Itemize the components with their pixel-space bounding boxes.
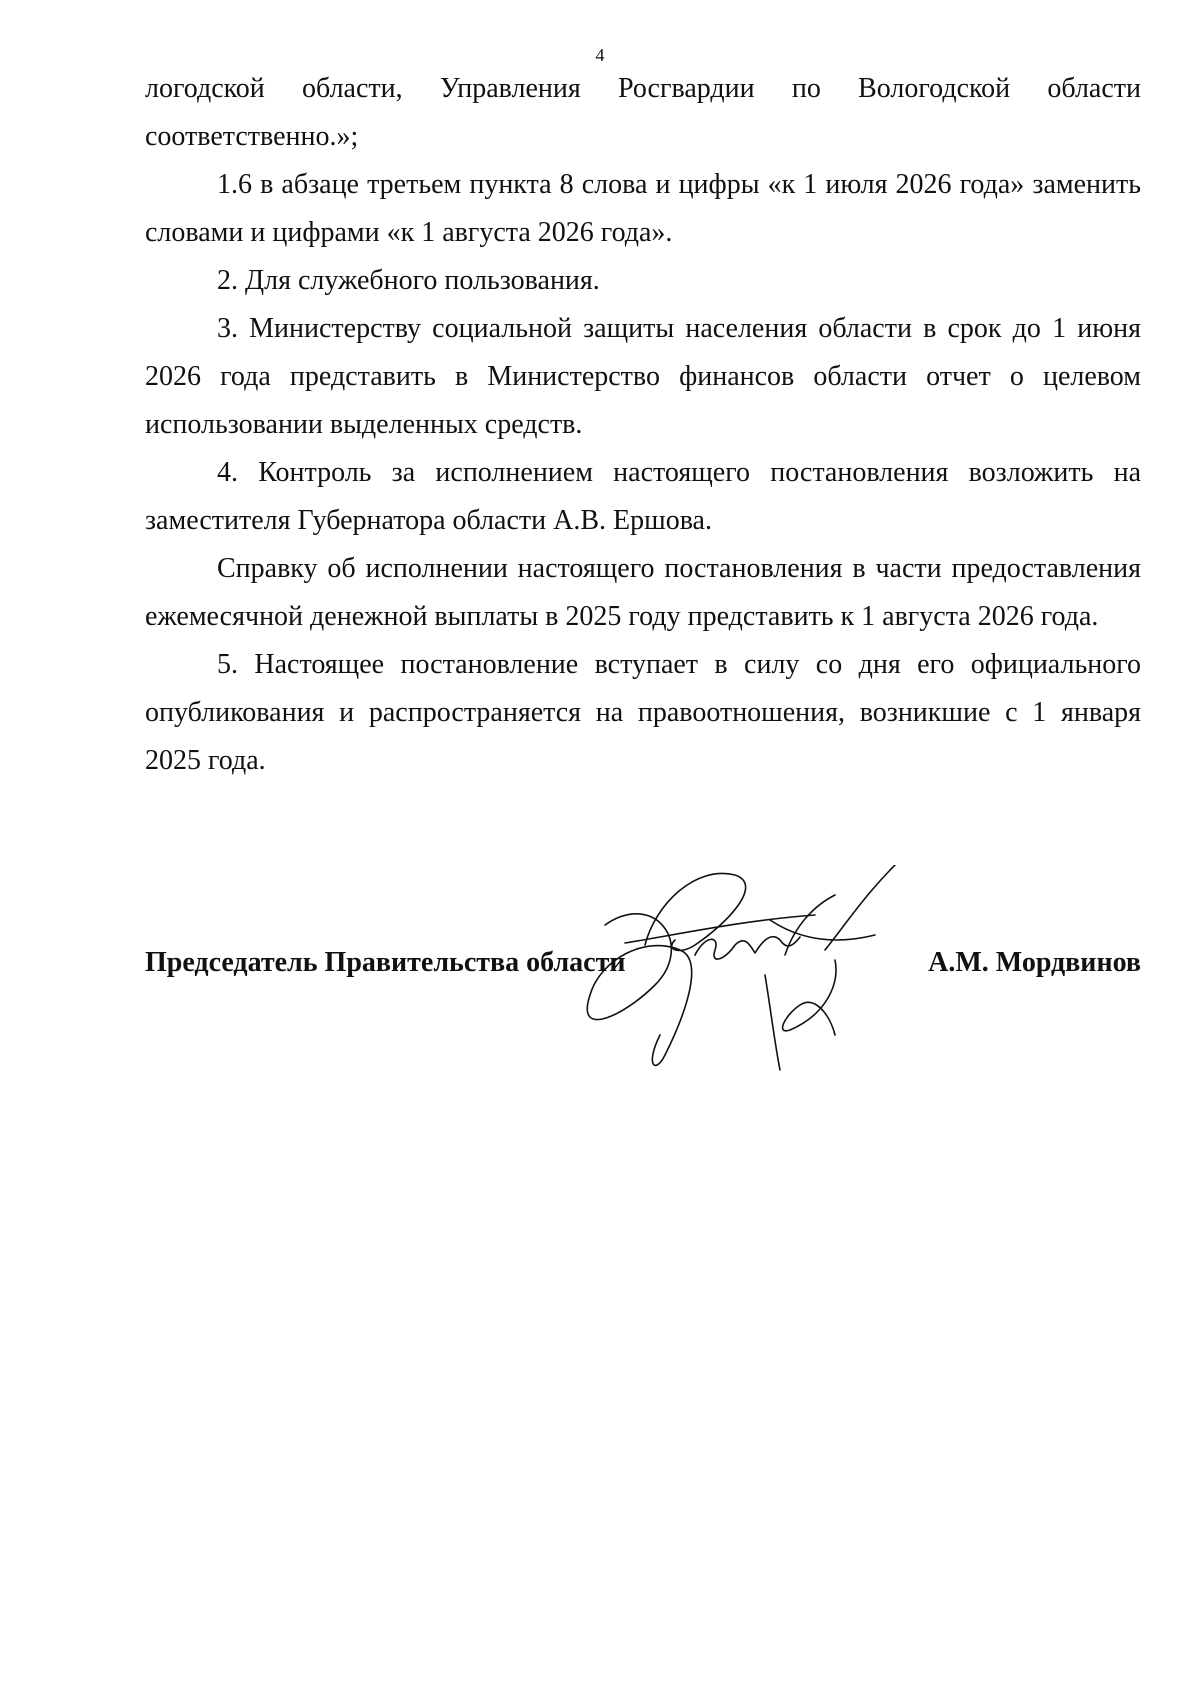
signer-title: Председатель Правительства области (145, 947, 626, 978)
paragraph-report: Справку об исполнении настоящего постановления в части предоставления ежемесячной денежной выплаты в 2025 году представить к 1 августа 2026 года. (145, 553, 1141, 632)
paragraph-4: 4. Контроль за исполнением настоящего постановления возложить на заместителя Губернатора области А.В. Ершова. (145, 457, 1141, 536)
paragraph-1-6: 1.6 в абзаце третьем пункта 8 слова и цифры «к 1 июля 2026 года» заменить словами и цифрами «к 1 августа 2026 года». (145, 169, 1141, 248)
paragraph-2: 2. Для служебного пользования. (217, 265, 600, 296)
paragraph-continuation: логодской области, Управления Росгвардии по Вологодской области соответственно.»; (145, 73, 1141, 152)
handwritten-signature (585, 865, 945, 1080)
document-body (145, 65, 1141, 785)
signer-name: А.М. Мордвинов (928, 947, 1141, 978)
paragraph-3: 3. Министерству социальной защиты населения области в срок до 1 июня 2026 года представить в Министерство финансов области отчет о целевом использовании выделенных средств. (145, 313, 1141, 440)
paragraph-5: 5. Настоящее постановление вступает в силу со дня его официального опубликования и распространяется на правоотношения, возникшие с 1 января 2025 года. (145, 649, 1141, 776)
page-number: 4 (595, 45, 605, 65)
